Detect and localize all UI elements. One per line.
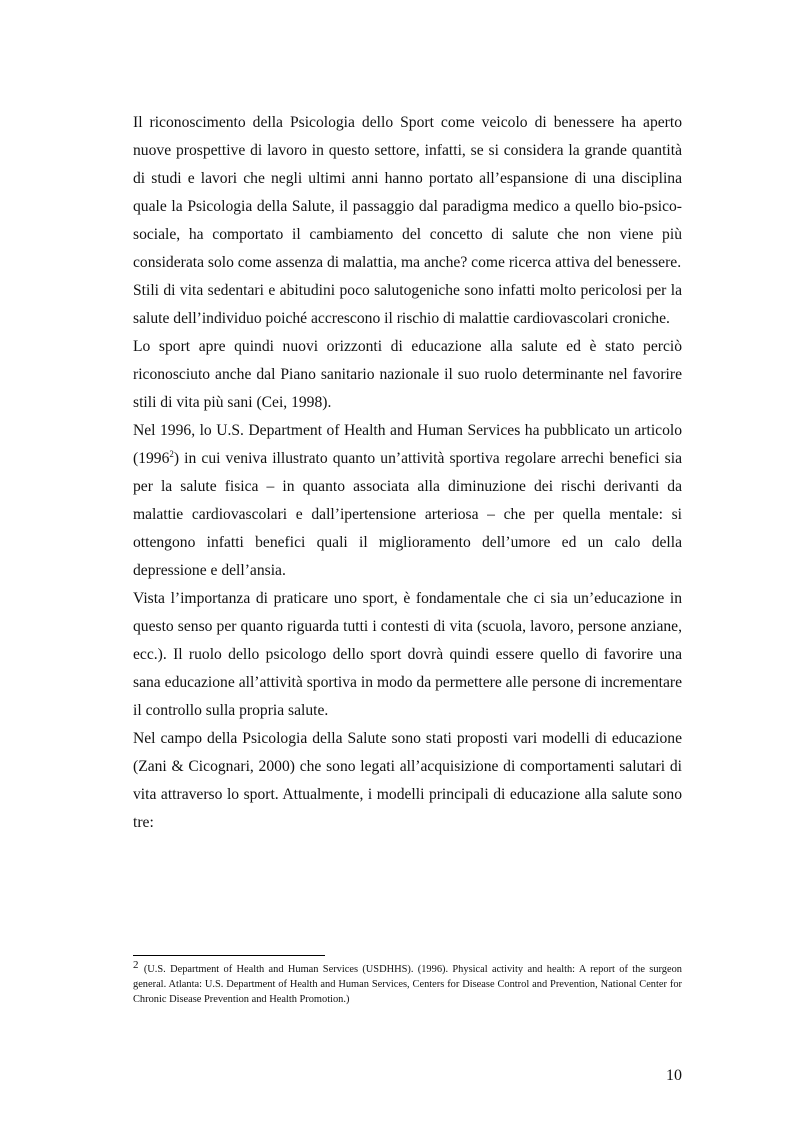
paragraph-1: Il riconoscimento della Psicologia dello Sport come veicolo di benessere ha aperto nuove prospettive di lavoro in questo settore, infatti, se si considera la grande quantità di studi e lavori che negli ultimi anni hanno portato all’espansione di una disciplina quale la Psicologia della Salute, il passaggio dal paradigma medico a quello bio-psico-sociale, ha comportato il cambiamento del concetto di salute che non viene più considerata solo come assenza di malattia, ma anche? come ricerca attiva del benessere. [133, 114, 682, 271]
body-text [133, 109, 682, 837]
paragraph-4 [133, 417, 682, 585]
footnote-reference[interactable]: 2 [169, 448, 174, 459]
paragraph-3: Lo sport apre quindi nuovi orizzonti di educazione alla salute ed è stato perciò riconosciuto anche dal Piano sanitario nazionale il suo ruolo determinante nel favorire stili di vita più sani (Cei, 1998). [133, 338, 682, 411]
footnote-text: (U.S. Department of Health and Human Services (USDHHS). (1996). Physical activity and health: A report of the surgeon general. Atlanta: U.S. Department of Health and Human Services, Centers for Disease Control and Prevention, National Center for Chronic Disease Prevention and Health Promotion.) [133, 964, 682, 1005]
page-number: 10 [666, 1067, 682, 1084]
paragraph-4-before: Nel 1996, lo U.S. Department of Health and Human Services ha pubblicato un articolo (1996 [133, 422, 682, 467]
paragraph-2: Stili di vita sedentari e abitudini poco salutogeniche sono infatti molto pericolosi per la salute dell’individuo poiché accrescono il rischio di malattie cardiovascolari croniche. [133, 282, 682, 327]
footnote-separator [133, 955, 325, 956]
footnote [133, 959, 682, 1007]
paragraph-4-after: ) in cui veniva illustrato quanto un’attività sportiva regolare arrechi benefici sia per la salute fisica – in quanto associata alla diminuzione dei rischi derivanti da malattie cardiovascolari e dall’ipertensione arteriosa – che per quella mentale: si ottengono infatti benefici quali il miglioramento dell’umore ed un calo della depressione e dell’ansia. [133, 450, 682, 579]
footnote-mark: 2 [133, 959, 139, 971]
paragraph-5: Vista l’importanza di praticare uno sport, è fondamentale che ci sia un’educazione in questo senso per quanto riguarda tutti i contesti di vita (scuola, lavoro, persone anziane, ecc.). Il ruolo dello psicologo dello sport dovrà quindi essere quello di favorire una sana educazione all’attività sportiva in modo da permettere alle persone di incrementare il controllo sulla propria salute. [133, 590, 682, 719]
paragraph-6: Nel campo della Psicologia della Salute sono stati proposti vari modelli di educazione (Zani & Cicognari, 2000) che sono legati all’acquisizione di comportamenti salutari di vita attraverso lo sport. Attualmente, i modelli principali di educazione alla salute sono tre: [133, 730, 682, 831]
